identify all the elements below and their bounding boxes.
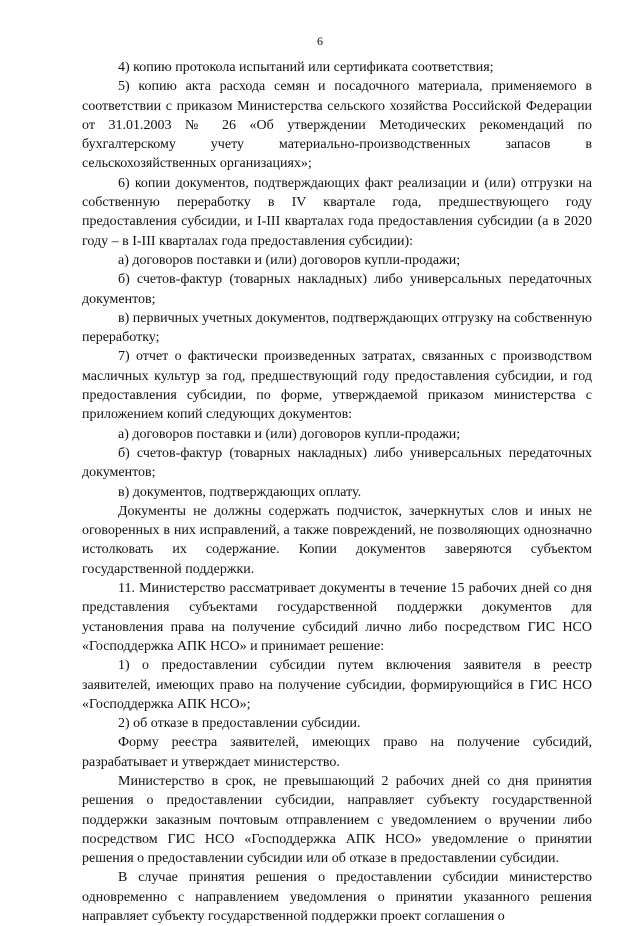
document-body [82,58,592,926]
paragraph-registry-form: Форму реестра заявителей, имеющих право на получение субсидий, разрабатывает и утверждает министерство. [82,735,592,770]
paragraph-item-4: 4) копию протокола испытаний или сертификата соответствия; [118,60,494,75]
paragraph-notification: Министерство в срок, не превышающий 2 рабочих дней со дня принятия решения о предоставлении субсидии, направляет субъекту государственной поддержки заказным почтовым отправлением с уведомлением о вручении либо посредством ГИС НСО «Господдержка АПК НСО» уведомление о принятии решения о предоставлении субсидии или об отказе в предоставлении субсидии. [82,773,592,867]
paragraph-subitem-6v: в) первичных учетных документов, подтверждающих отгрузку на собственную переработку; [82,310,592,346]
paragraph-subitem-7v: в) документов, подтверждающих оплату. [118,484,362,500]
paragraph-decision-2: 2) об отказе в предоставлении субсидии. [118,716,361,732]
page-number: 6 [317,34,323,48]
paragraph-item-6: 6) копии документов, подтверждающих факт реализации и (или) отгрузки на собственную переработку в IV квартале года, предшествующего году предоставления субсидии, и I-III кварталах года предоставления субсидии (а в 2020 году – в I-III кварталах года предоставления субсидии): [82,175,592,249]
paragraph-section-11: 11. Министерство рассматривает документы в течение 15 рабочих дней со дня представления субъектами государственной поддержки документов для установления права на получение субсидий лично либо посредством ГИС НСО «Господдержка АПК НСО» и принимает решение: [82,581,592,654]
paragraph-subitem-6a: а) договоров поставки и (или) договоров купли-продажи; [118,252,461,268]
paragraph-subitem-6b: б) счетов-фактур (товарных накладных) либо универсальных передаточных документов; [82,272,592,307]
paragraph-item-5: 5) копию акта расхода семян и посадочного материала, применяемого в соответствии с приказом Министерства сельского хозяйства Российской Федерации от 31.01.2003 № 26 «Об утверждении Методических рекомендаций по бухгалтерскому учету материально-производственных запасов в сельскохозяйственных организациях»; [82,79,592,172]
paragraph-item-7: 7) отчет о фактически произведенных затратах, связанных с производством масличных культур за год, предшествующий году предоставления субсидии, и год предоставления субсидии, по форме, утверждаемой приказом министерства с приложением копий следующих документов: [82,349,592,423]
paragraph-documents-requirements: Документы не должны содержать подчисток, зачеркнутых слов и иных не оговоренных в них исправлений, а также повреждений, не позволяющих однозначно истолковать их содержание. Копии документов заверяются субъектом государственной поддержки. [82,503,592,577]
paragraph-decision-1: 1) о предоставлении субсидии путем включения заявителя в реестр заявителей, имеющих право на получение субсидии, формирующийся в ГИС НСО «Господдержка АПК НСО»; [82,658,592,712]
paragraph-subitem-7b: б) счетов-фактур (товарных накладных) либо универсальных передаточных документов; [82,445,592,481]
paragraph-agreement: В случае принятия решения о предоставлении субсидии министерство одновременно с направлением уведомления о принятии указанного решения направляет субъекту государственной поддержки проект соглашения о [82,870,592,925]
paragraph-subitem-7a: а) договоров поставки и (или) договоров купли-продажи; [118,426,461,442]
